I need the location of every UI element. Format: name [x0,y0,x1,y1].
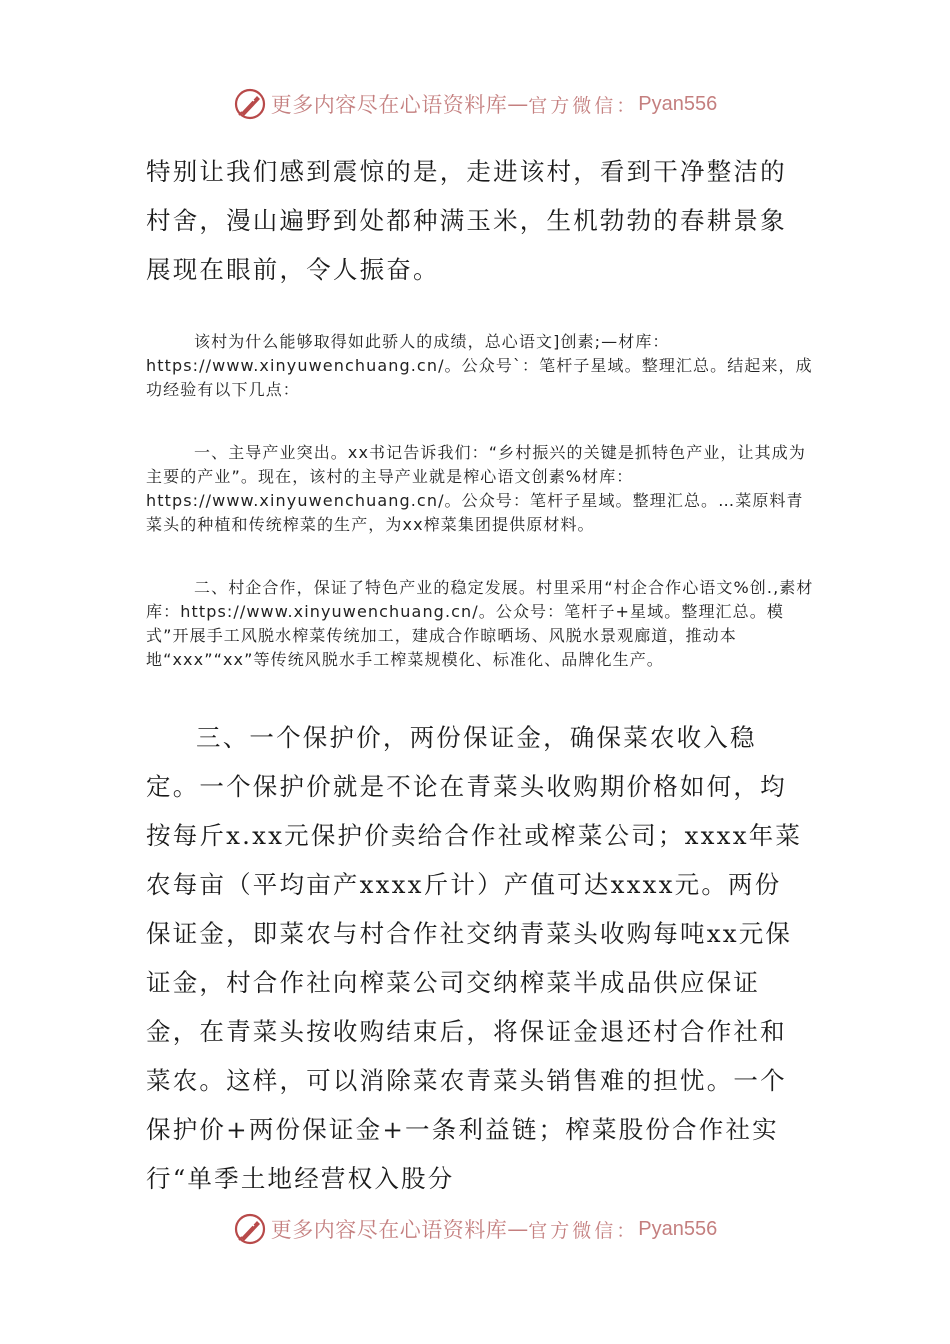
banner-wechat-label: 官方微信： [528,94,639,117]
paragraph-village-impression: 特别让我们感到震惊的是，走进该村，看到干净整洁的村舍，漫山遍野到处都种满玉米，生机勃勃的春耕景象展现在眼前，令人振奋。 [146,157,787,284]
footer-watermark-banner [0,1209,950,1249]
paragraph-point-one: 一、主导产业突出。xx书记告诉我们：“乡村振兴的关键是抓特色产业，让其成为主要的产业”。现在，该村的主导产业就是榨心语文创素%材库：https://www.xinyuwenchuang.cn/。公众号：笔杆子星域。整理汇总。…菜原料青菜头的种植和传统榨菜的生产，为xx榨菜集团提供原材料。 [146,443,806,534]
banner-wechat-id: Pyan556 [638,92,718,115]
pen-logo-icon [233,87,267,121]
banner-wechat-id: Pyan556 [638,1217,718,1240]
paragraph-point-three: 三、一个保护价，两份保证金，确保菜农收入稳定。一个保护价就是不论在青菜头收购期价格如何，均按每斤x.xx元保护价卖给合作社或榨菜公司；xxxx年菜农每亩（平均亩产xxxx斤计）产值可达xxxx元。两份保证金，即菜农与村合作社交纳青菜头收购每吨xx元保证金，村合作社向榨菜公司交纳榨菜半成品供应保证金，在青菜头按收购结束后，将保证金退还村合作社和菜农。这样，可以消除菜农青菜头销售难的担忧。一个保护价+两份保证金+一条利益链；榨菜股份合作社实行“单季土地经营权入股分 [146,723,803,1193]
pen-logo-icon [233,1212,267,1246]
banner-wechat-label: 官方微信： [528,1219,639,1242]
paragraph-success-intro: 该村为什么能够取得如此骄人的成绩，总心语文]创素;—材库：https://www.xinyuwenchuang.cn/。公众号`：笔杆子星域。整理汇总。结起来，成功经验有以下几点： [146,332,813,399]
banner-text: 更多内容尽在心语资料库 [270,93,508,117]
banner-dash: — [507,92,529,116]
banner-dash: — [507,1217,529,1241]
header-watermark-banner [0,84,950,124]
banner-text: 更多内容尽在心语资料库 [270,1218,508,1242]
paragraph-point-two: 二、村企合作，保证了特色产业的稳定发展。村里采用“村企合作心语文%创.,素材库：https://www.xinyuwenchuang.cn/。公众号：笔杆子+星域。整理汇总。模式”开展手工风脱水榨菜传统加工，建成合作晾晒场、风脱水景观廊道，推动本地“xxx”“xx”等传统风脱水手工榨菜规模化、标准化、品牌化生产。 [146,578,814,669]
